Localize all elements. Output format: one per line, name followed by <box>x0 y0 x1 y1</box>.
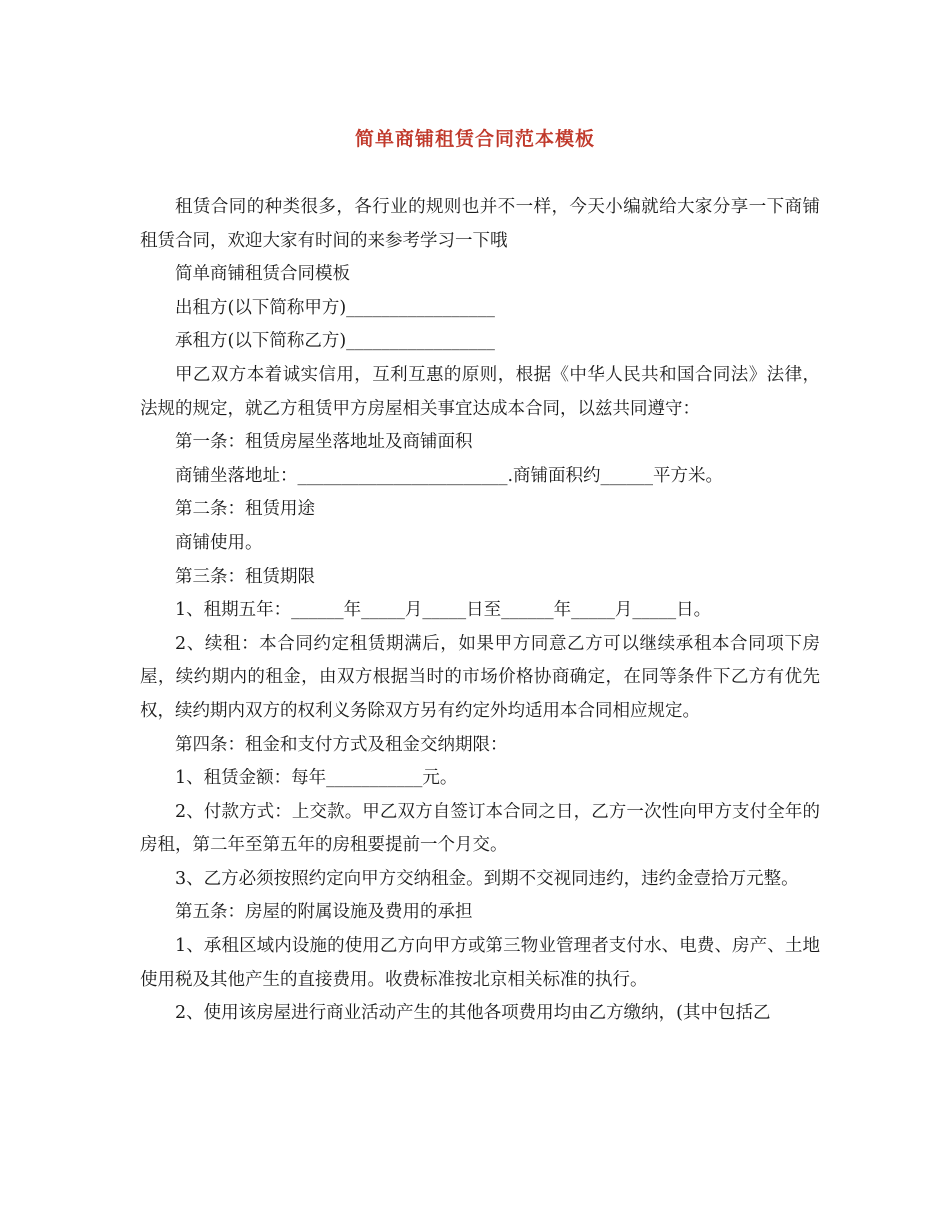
article-3-renewal: 2、续租：本合同约定租赁期满后，如果甲方同意乙方可以继续承租本合同项下房屋，续约期内的租金，由双方根据当时的市场价格协商确定，在同等条件下乙方有优先权，续约期内双方的权利义务除双方另有约定外均适用本合同相应规定。 <box>140 633 820 721</box>
paragraph-lessee: 承租方(以下简称乙方)_________________ <box>175 331 495 352</box>
article-5-heading: 第五条：房屋的附属设施及费用的承担 <box>175 902 473 923</box>
article-2-usage: 商铺使用。 <box>175 532 263 553</box>
article-3-term: 1、租期五年：______年_____月_____日至______年_____月_____日。 <box>175 600 712 621</box>
article-3-heading: 第三条：租赁期限 <box>175 566 315 587</box>
document-body <box>140 191 820 1031</box>
document-title: 简单商铺租赁合同范本模板 <box>354 128 595 150</box>
paragraph-subtitle: 简单商铺租赁合同模板 <box>175 264 350 285</box>
article-4-amount: 1、租赁金额：每年___________元。 <box>175 768 458 789</box>
paragraph-intro: 租赁合同的种类很多，各行业的规则也并不一样，今天小编就给大家分享一下商铺租赁合同，欢迎大家有时间的来参考学习一下哦 <box>140 197 820 251</box>
article-1-heading: 第一条：租赁房屋坐落地址及商铺面积 <box>175 432 473 453</box>
article-4-heading: 第四条：租金和支付方式及租金交纳期限： <box>175 734 508 755</box>
article-5-other-fees: 2、使用该房屋进行商业活动产生的其他各项费用均由乙方缴纳，(其中包括乙 <box>175 1003 771 1024</box>
paragraph-lessor: 出租方(以下简称甲方)_________________ <box>175 297 495 318</box>
article-4-penalty: 3、乙方必须按照约定向甲方交纳租金。到期不交视同违约，违约金壹拾万元整。 <box>175 868 799 889</box>
article-1-address: 商铺坐落地址：________________________.商铺面积约______平方米。 <box>175 465 724 486</box>
article-4-payment: 2、付款方式：上交款。甲乙双方自签订本合同之日，乙方一次性向甲方支付全年的房租，第二年至第五年的房租要提前一个月交。 <box>140 801 820 856</box>
article-5-facilities: 1、承租区域内设施的使用乙方向甲方或第三物业管理者支付水、电费、房产、土地使用税及其他产生的直接费用。收费标准按北京相关标准的执行。 <box>140 936 820 990</box>
article-2-heading: 第二条：租赁用途 <box>175 499 315 520</box>
paragraph-preamble: 甲乙双方本着诚实信用，互利互惠的原则，根据《中华人民共和国合同法》法律，法规的规定，就乙方租赁甲方房屋相关事宜达成本合同，以兹共同遵守： <box>140 364 820 419</box>
